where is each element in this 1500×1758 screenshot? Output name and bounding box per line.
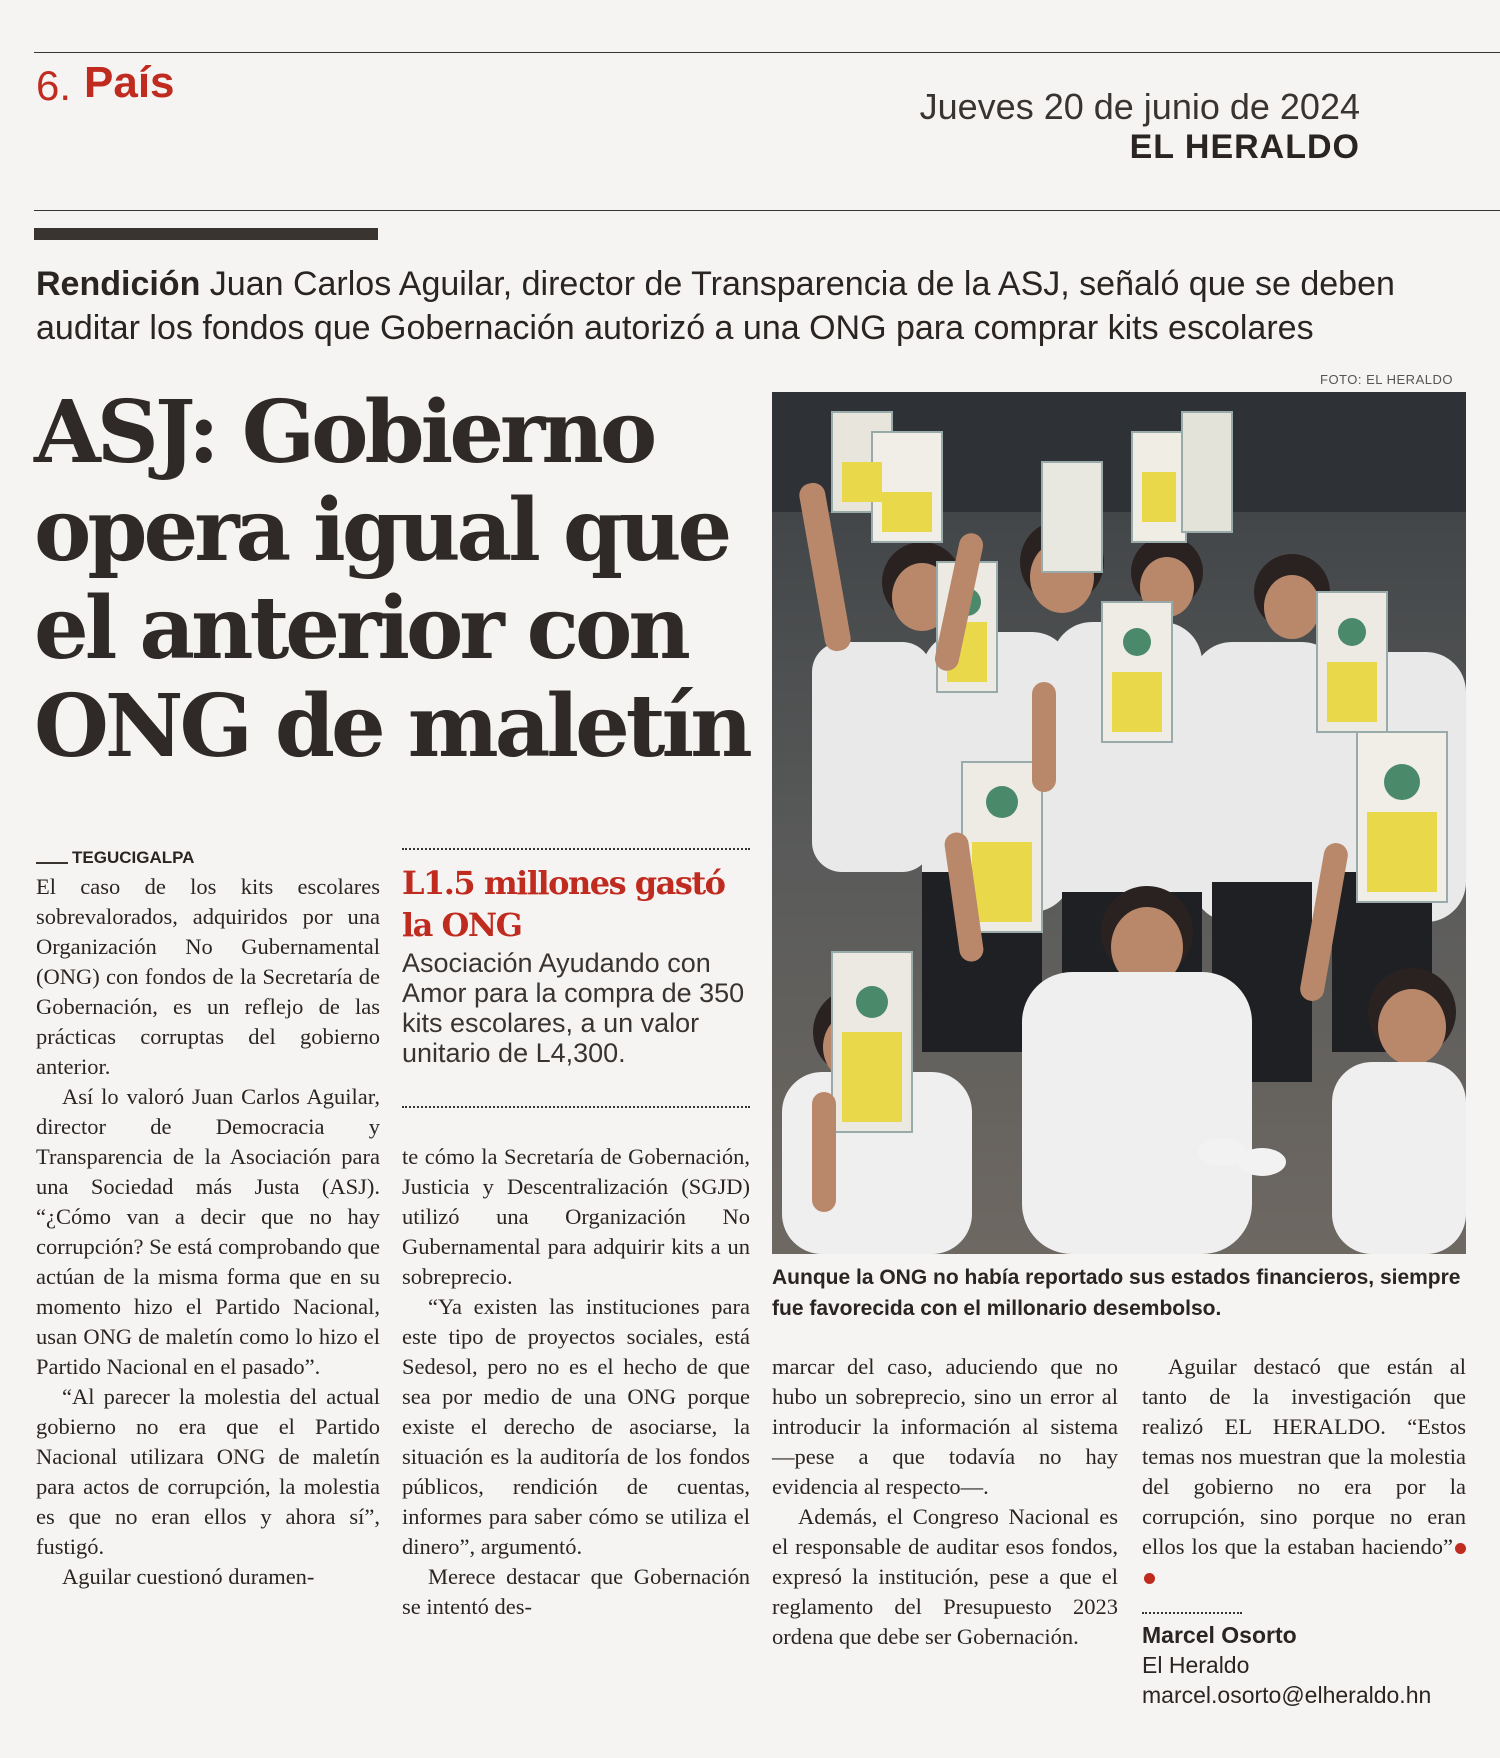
newspaper-name: EL HERALDO <box>1129 128 1360 166</box>
article-column-2 <box>402 1142 750 1622</box>
byline-rule <box>1142 1612 1242 1614</box>
headline-line: el anterior con <box>34 578 687 679</box>
article-column-3 <box>772 1352 1118 1652</box>
author-name: Marcel Osorto <box>1142 1622 1297 1648</box>
section-number: 6. <box>36 62 72 109</box>
end-mark-icon <box>1455 1543 1466 1554</box>
paragraph: Así lo valoró Juan Carlos Aguilar, director de Democracia y Transparencia de la Asociación para una Sociedad más Justa (ASJ). “¿Cómo van a decir que no hay corrupción? Se está comprobando que actúan de la misma forma que en su momento hizo el Partido Nacional, usan ONG de maletín como lo hizo el Partido Nacional en el pasado”. <box>36 1084 380 1379</box>
end-mark-icon <box>1144 1573 1155 1584</box>
paragraph: El caso de los kits escolares sobrevalorados, adquiridos por una Organización No Gubernamental (ONG) con fondos de la Secretaría de Gobernación, es un reflejo de las prácticas corruptas del gobierno anterior. <box>36 874 380 1079</box>
author-organization: El Heraldo <box>1142 1652 1250 1678</box>
pullquote-top-rule <box>402 848 750 850</box>
deck-lead-word: Rendición <box>36 265 201 303</box>
headline-line: ASJ: Gobierno <box>34 382 654 483</box>
headline-line: ONG de maletín <box>34 676 749 777</box>
header-bottom-rule <box>34 210 1500 211</box>
news-photo <box>772 392 1466 1254</box>
deck <box>36 262 1456 350</box>
pullquote-title: L1.5 millones gastó la ONG <box>402 864 725 944</box>
article-column-4 <box>1142 1352 1466 1592</box>
top-rule <box>34 52 1500 53</box>
paragraph: Además, el Congreso Nacional es el responsable de auditar esos fondos, expresó la institución, pese a que el reglamento del Presupuesto 2023 ordena que debe ser Gobernación. <box>772 1504 1118 1649</box>
deck-text: Juan Carlos Aguilar, director de Transparencia de la ASJ, señaló que se deben auditar los fondos que Gobernación autorizó a una ONG para comprar kits escolares <box>36 265 1395 347</box>
article-column-1 <box>36 872 380 1592</box>
pullquote-bottom-rule <box>402 1106 750 1108</box>
photo-caption: Aunque la ONG no había reportado sus estados financieros, siempre fue favorecida con el millonario desembolso. <box>772 1266 1461 1320</box>
headline <box>34 384 764 776</box>
paragraph-text: Aguilar destacó que están al tanto de la investigación que realizó EL HERALDO. “Estos temas nos muestran que la molestia del gobierno no era por la corrupción, sino porque no eran ellos los que la estaban haciendo” <box>1142 1354 1466 1559</box>
issue-date: Jueves 20 de junio de 2024 <box>919 86 1360 127</box>
students-photo-illustration <box>772 392 1466 1254</box>
paragraph: te cómo la Secretaría de Gobernación, Justicia y Descentralización (SGJD) utilizó una Organización No Gubernamental para adquirir kits a un sobreprecio. <box>402 1144 750 1289</box>
photo-credit: FOTO: EL HERALDO <box>1320 372 1453 387</box>
section-name: País <box>84 58 175 107</box>
headline-line: opera igual que <box>34 480 729 581</box>
paragraph: Merece destacar que Gobernación se intentó des- <box>402 1564 750 1619</box>
paragraph: “Al parecer la molestia del actual gobierno no era que el Partido Nacional utilizara ONG de maletín para actos de corrupción, la molestia es que no eran ellos y ahora sí”, fustigó. <box>36 1384 380 1559</box>
paragraph: Aguilar cuestionó duramen- <box>62 1564 315 1589</box>
paragraph: “Ya existen las instituciones para este tipo de proyectos sociales, está Sedesol, pero no es el hecho de que sea por medio de una ONG porque existe el derecho de asociarse, la situación es la auditoría de los fondos públicos, rendición de cuentas, informes para saber cómo se utiliza el dinero”, argumentó. <box>402 1294 750 1559</box>
dateline: TEGUCIGALPA <box>72 848 195 867</box>
paragraph: marcar del caso, aduciendo que no hubo un sobreprecio, sino un error al introducir la información al sistema —pese a que todavía no hay evidencia al respecto—. <box>772 1354 1118 1499</box>
deck-bar <box>34 228 378 240</box>
dateline-rule <box>36 862 68 864</box>
paragraph <box>1142 1352 1466 1592</box>
author-email[interactable]: marcel.osorto@elheraldo.hn <box>1142 1682 1432 1708</box>
pullquote-body: Asociación Ayudando con Amor para la compra de 350 kits escolares, a un valor unitario de L4,300. <box>402 948 745 1068</box>
